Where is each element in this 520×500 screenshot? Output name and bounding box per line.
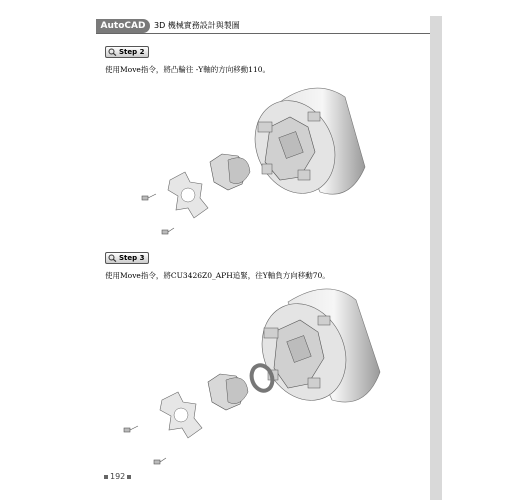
page-number-value: 192 [110,472,126,481]
page-number [102,472,133,481]
brand-label: AutoCAD [96,19,150,33]
magnifier-icon [108,254,117,262]
book-title: 3D 機械實務設計與製圖 [154,21,240,30]
step-2-label: Step 2 [119,48,145,56]
step-3-exploded-view-illustration [118,282,388,472]
step-2-exploded-view-illustration [130,72,380,242]
page-number-right-square [127,475,131,479]
magnifier-icon [108,48,117,56]
page-number-left-square [104,475,108,479]
step-3-badge [105,252,149,264]
step-2-instruction: 使用Move指令，將凸輪往 -Y軸的方向移動110。 [105,65,271,74]
page-right-band [430,16,442,500]
step-3-instruction: 使用Move指令，將CU3426Z0_APH追緊，往Y軸負方向移動70。 [105,271,330,280]
page-header [96,19,430,34]
step-3-label: Step 3 [119,254,145,262]
step-2-badge [105,46,149,58]
